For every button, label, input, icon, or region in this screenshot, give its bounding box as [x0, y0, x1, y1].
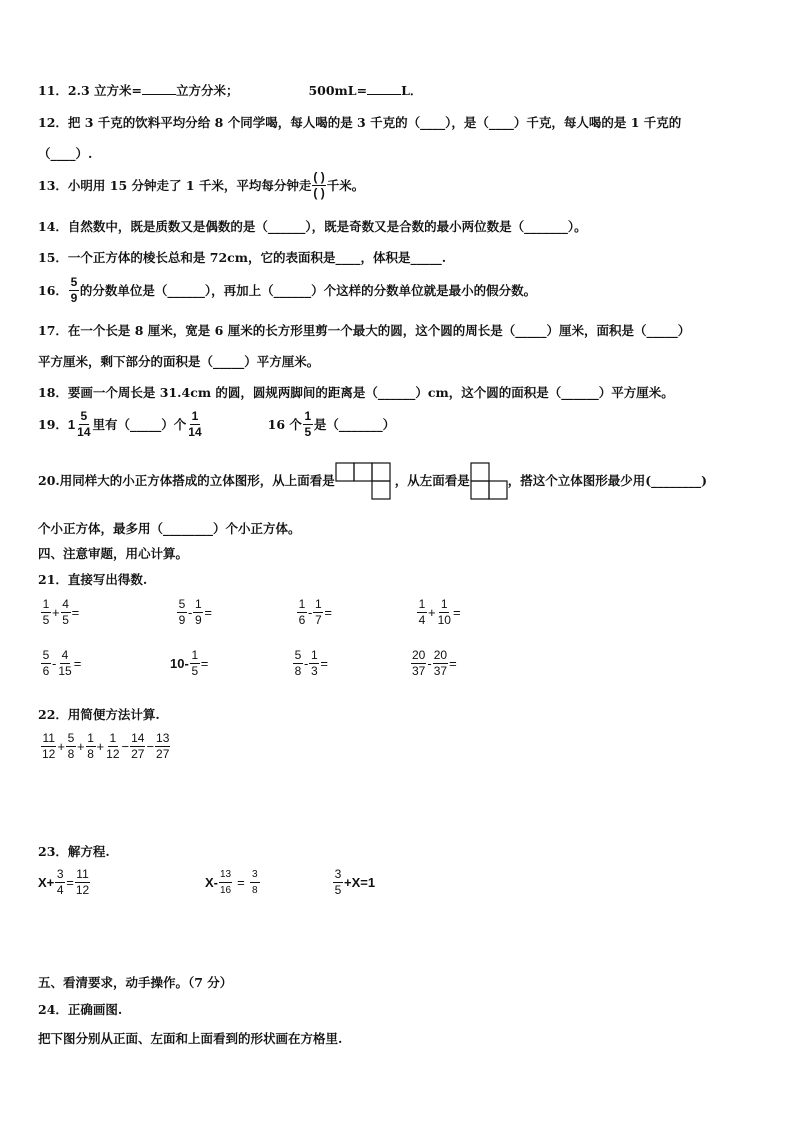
fraction: $\frac{1}{5}$: [304, 409, 312, 439]
section-4-heading: 四、注意审题，用心计算。: [38, 546, 189, 561]
fraction: $\frac{3}{8}$: [250, 868, 260, 897]
fraction: $\frac{1}{4}$: [418, 597, 426, 627]
q21-item: $\frac{1}{4}$ + $\frac{1}{10}$ =: [418, 597, 461, 627]
q21-item: $\frac{5}{9}$ - $\frac{1}{9}$ =: [178, 597, 212, 627]
question-number: 15．: [38, 250, 68, 265]
question-15: 15．一个正方体的棱长总和是 72cm，它的表面积是____，体积是_____.: [38, 250, 447, 265]
fraction: $\frac{1}{5}$: [191, 648, 199, 678]
fraction: $\frac{1}{7}$: [315, 597, 322, 627]
q21-item: $\frac{5}{8}$ - $\frac{1}{3}$ =: [294, 648, 328, 678]
fraction: $\frac{5}{9}$: [70, 275, 78, 305]
question-12: 12．把 3 千克的饮料平均分给 8 个同学喝，每人喝的是 3 千克的（____），是（____）千克，每人喝的是 1 千克的: [38, 115, 682, 130]
question-number: 19．: [38, 416, 68, 432]
question-16: 16． $\frac{5}{9}$ 的分数单位是（______），再加上（______）个这样的分数单位就是最小的假分数。: [38, 275, 537, 305]
fraction: $\frac{1}{10}$: [437, 597, 451, 627]
question-20: 20.用同样大的小正方体搭成的立体图形，从上面看是 ，从左面看是 ，搭这个立体图形最少用(________): [38, 462, 707, 500]
q21-item: $\frac{5}{6}$ - $\frac{4}{15}$ =: [42, 648, 82, 678]
question-number: 13．: [38, 177, 68, 193]
left-view-figure: [470, 462, 508, 500]
top-view-figure: [335, 462, 395, 500]
fraction: $\frac{11}{12}$: [75, 867, 90, 897]
question-21-title: 21．直接写出得数.: [38, 572, 148, 587]
fraction: $\frac{1}{6}$: [298, 597, 306, 627]
fraction: $\frac{3}{5}$: [334, 867, 342, 897]
question-14: 14．自然数中，既是质数又是偶数的是（______），既是奇数又是合数的最小两位数是（_______）。: [38, 219, 587, 234]
fraction: $\frac{11}{12}$: [42, 731, 56, 761]
fraction: $\frac{1}{3}$: [311, 648, 318, 678]
fraction: $\frac{5}{9}$: [178, 597, 186, 627]
equation-3: $\frac{3}{5}$ +X=1: [334, 867, 376, 897]
question-number: 14．: [38, 219, 68, 234]
fraction: $\frac{5}{8}$: [67, 731, 75, 761]
question-24-title: 24．正确画图.: [38, 1002, 123, 1017]
question-number: 17．: [38, 323, 68, 338]
question-11: 11．2.3 立方米= 立方分米； 500mL= L．: [38, 83, 423, 98]
q21-item: $\frac{20}{37}$ - $\frac{20}{37}$ =: [412, 648, 457, 678]
q22-expression: $\frac{11}{12}$ + $\frac{5}{8}$ + $\frac{1}{8}$ + $\frac{1}{12}$ − $\frac{14}{27}$ − $\frac{13}{27}$: [42, 731, 170, 761]
question-23-title: 23．解方程.: [38, 844, 110, 859]
fraction: $\frac{1}{8}$: [87, 731, 94, 761]
fraction: $\frac{5}{6}$: [42, 648, 50, 678]
question-17: 17．在一个长是 8 厘米，宽是 6 厘米的长方形里剪一个最大的圆，这个圆的周长是（_____）厘米，面积是（_____）: [38, 323, 691, 338]
question-17-line2: 平方厘米，剩下部分的面积是（_____）平方厘米。: [38, 354, 320, 369]
fraction: $\frac{1}{5}$: [42, 597, 50, 627]
equation-2: X- $\frac{13}{16}$ = $\frac{3}{8}$: [205, 868, 261, 897]
question-22-title: 22．用简便方法计算.: [38, 707, 160, 722]
fraction: $\frac{4}{5}$: [62, 597, 69, 627]
blank-fraction[interactable]: $\frac{( )}{( )}$: [313, 170, 325, 200]
answer-blank[interactable]: [142, 82, 176, 95]
fraction: $\frac{1}{14}$: [188, 409, 202, 439]
question-number: 12．: [38, 115, 68, 130]
question-24-description: 把下图分别从正面、左面和上面看到的形状画在方格里.: [38, 1031, 343, 1046]
question-20-line2: 个小正方体，最多用（________）个小正方体。: [38, 521, 301, 536]
fraction: $\frac{5}{8}$: [294, 648, 302, 678]
fraction: $\frac{3}{4}$: [56, 867, 64, 897]
fraction: $\frac{13}{27}$: [156, 731, 170, 761]
q21-item: $\frac{1}{6}$ - $\frac{1}{7}$ =: [298, 597, 332, 627]
fraction: $\frac{1}{9}$: [195, 597, 202, 627]
question-number: 11．: [38, 83, 68, 98]
question-12-line2: （____）.: [38, 146, 93, 161]
fraction: $\frac{20}{37}$: [433, 648, 448, 678]
question-13: 13． 小明用 15 分钟走了 1 千米，平均每分钟走 $\frac{( )}{( )}$ 千米。: [38, 170, 365, 200]
fraction: $\frac{14}{27}$: [131, 731, 145, 761]
fraction: $\frac{20}{37}$: [412, 648, 426, 678]
q21-item: 10- $\frac{1}{5}$ =: [170, 648, 209, 678]
question-18: 18．要画一个周长是 31.4cm 的圆，圆规两脚间的距离是（______）cm，这个圆的面积是（______）平方厘米。: [38, 385, 674, 400]
fraction: $\frac{1}{12}$: [106, 731, 120, 761]
question-number: 16．: [38, 282, 68, 298]
question-19: 19． 1 $\frac{5}{14}$ 里有（_____）个 $\frac{1}{14}$ 16 个 $\frac{1}{5}$ 是（_______）: [38, 409, 396, 439]
question-number: 18．: [38, 385, 68, 400]
fraction: $\frac{5}{14}$: [77, 409, 91, 439]
q21-item: $\frac{1}{5}$ + $\frac{4}{5}$ =: [42, 597, 80, 627]
fraction: $\frac{13}{16}$: [220, 869, 232, 896]
answer-blank[interactable]: [367, 82, 401, 95]
fraction: $\frac{4}{15}$: [58, 648, 72, 678]
equation-1: X+ $\frac{3}{4}$ = $\frac{11}{12}$: [38, 867, 90, 897]
section-5-heading: 五、看清要求，动手操作。（7 分）: [38, 975, 233, 990]
